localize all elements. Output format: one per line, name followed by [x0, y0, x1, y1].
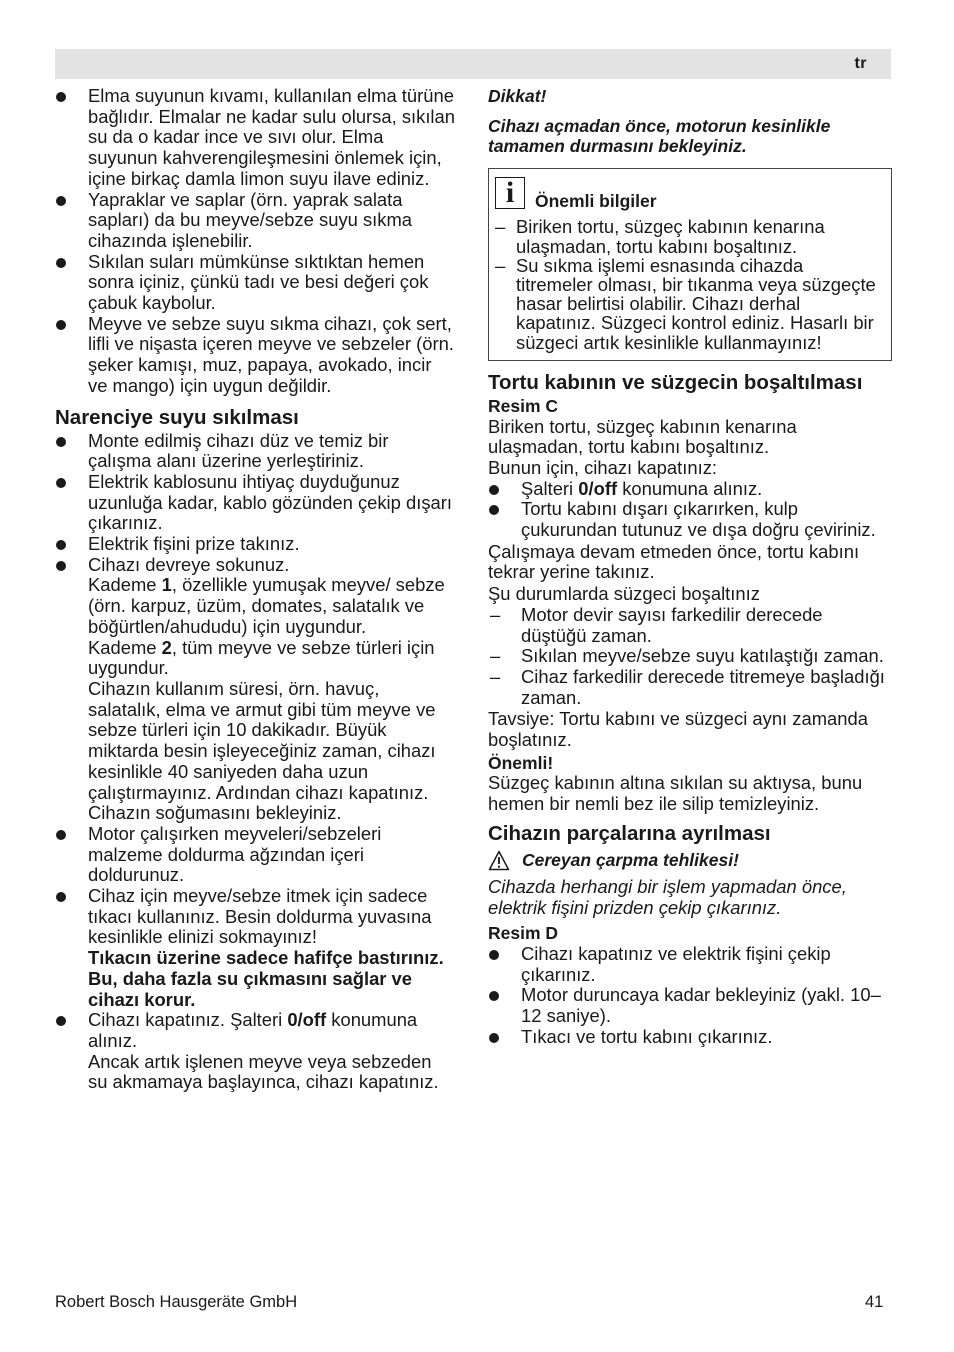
list-item: Elektrik kablosunu ihtiyaç duyduğunuz uzunluğa kadar, kablo gözünden çekip dışarı çıkarınız. [55, 472, 455, 534]
list-item: Meyve ve sebze suyu sıkma cihazı, çok sert, lifli ve nişasta içeren meyve ve sebzeler (örn. şeker kamışı, muz, papaya, avokado, incir ve mango) için uygun değildir. [55, 314, 455, 397]
filter-empty-conditions-list [488, 605, 892, 709]
emptying-steps-list [488, 479, 892, 541]
switch-off-text: Cihazı kapatınız. Şalteri 0/off konumuna alınız. [88, 1009, 418, 1051]
paragraph: Bunun için, cihazı kapatınız: [488, 456, 717, 478]
list-item: – Cihaz farkedilir derecede titremeye başladığı zaman. [488, 667, 892, 708]
info-box-header [495, 175, 883, 212]
warning-label: Cereyan çarpma tehlikesi! [522, 850, 739, 871]
figure-ref-c: Resim C [488, 395, 559, 416]
list-item: Monte edilmiş cihazı düz ve temiz bir çalışma alanı üzerine yerleştiriniz. [55, 431, 455, 472]
info-icon: i [495, 177, 525, 209]
paragraph: Şu durumlarda süzgeci boşaltınız [488, 583, 760, 605]
warning-triangle-icon [488, 850, 510, 871]
list-item: Sıkılan suları mümkünse sıktıktan hemen sonra içiniz, çünkü tadı ve besi değeri çok çabuk kaybolur. [55, 252, 455, 314]
speed-1-text: Kademe 1, özellikle yumuşak meyve/ sebze (örn. karpuz, üzüm, domates, salatalık ve böğürtlen/ahududu) için uygundur. [88, 574, 445, 637]
list-item [55, 886, 455, 1010]
list-item: Yapraklar ve saplar (örn. yaprak salata sapları) da bu meyve/sebze suyu sıkma cihazında işlenebilir. [55, 190, 455, 252]
right-column [488, 86, 892, 1048]
footer-company: Robert Bosch Hausgeräte GmbH [55, 1293, 298, 1311]
electric-shock-warning [488, 850, 892, 871]
speed-2-text: Kademe 2, tüm meyve ve sebze türleri için uygundur. [88, 636, 435, 679]
caution-label: Dikkat! [488, 86, 547, 106]
list-item: – Sıkılan meyve/sebze suyu katılaştığı zaman. [488, 646, 892, 667]
paragraph: Çalışmaya devam etmeden önce, tortu kabını tekrar yerine takınız. [488, 540, 860, 583]
tip-text: Tavsiye: Tortu kabını ve süzgeci aynı zamanda boşlatınız. [488, 708, 868, 751]
list-item: Elma suyunun kıvamı, kullanılan elma türüne bağlıdır. Elmalar ne kadar sulu olursa, sıkılan su da o kadar ince ve sıvı olur. Elma suyunun kahverengileşmesini önlemek için, içine birkaç damla limon suyu ilave ediniz. [55, 86, 455, 190]
list-item: Tıkacı ve tortu kabını çıkarınız. [488, 1027, 892, 1048]
pusher-bold-text: Tıkacın üzerine sadece hafifçe bastırınız. Bu, daha fazla su çıkmasını sağlar ve cihazı korur. [88, 947, 444, 1010]
paragraph: Biriken tortu, süzgeç kabının kenarına ulaşmadan, tortu kabını boşaltınız. [488, 415, 797, 458]
important-text: Süzgeç kabının altına sıkılan su aktıysa, bunu hemen bir nemli bez ile silip temizleyiniz. [488, 772, 863, 815]
info-list [495, 217, 883, 351]
section-heading-disassembly: Cihazın parçalarına ayrılması [488, 821, 771, 845]
list-item: Tortu kabını dışarı çıkarırken, kulp çukurundan tutunuz ve dışa doğru çeviriniz. [488, 499, 892, 540]
list-item [55, 1010, 455, 1093]
list-item: – Motor devir sayısı farkedilir derecede düştüğü zaman. [488, 605, 892, 646]
language-code: tr [854, 55, 867, 72]
list-item: Şalteri 0/off konumuna alınız. [488, 479, 892, 500]
info-box-title: Önemli bilgiler [535, 190, 657, 211]
list-item: – Su sıkma işlemi esnasında cihazda titremeler olması, bir tıkanma veya süzgeçte hasar belirtisi olabilir. Cihazı derhal kapatınız. Süzgeci kontrol ediniz. Hasarlı bir süzgeci artık kesinlikle kullanmayınız! [495, 256, 883, 352]
list-item: Cihazı kapatınız ve elektrik fişini çekip çıkarınız. [488, 944, 892, 985]
list-item: – Biriken tortu, süzgeç kabının kenarına ulaşmadan, tortu kabını boşaltınız. [495, 217, 883, 255]
pusher-text: Cihaz için meyve/sebze itmek için sadece tıkacı kullanınız. Besin doldurma yuvasına kesinlikle elinizi sokmayınız! [88, 885, 432, 948]
list-item: Motor duruncaya kadar bekleyiniz (yakl. 10–12 saniye). [488, 985, 892, 1026]
usage-time-text: Cihazın kullanım süresi, örn. havuç, salatalık, elma ve armut gibi tüm meyve ve sebze türleri için 10 dakikadır. Büyük miktarda besin işleyeceğiniz zaman, cihazı kesinlikle 40 saniyeden daha uzun çalıştırmayınız. Ardından cihazı kapatınız. Cihazın soğumasını bekleyiniz. [88, 677, 436, 824]
header-bar [55, 49, 891, 79]
apple-tips-list [55, 86, 455, 397]
citrus-steps-list [55, 431, 455, 1094]
list-item: Elektrik fişini prize takınız. [55, 534, 455, 555]
important-info-box [488, 168, 892, 361]
switch-off-extra-text: Ancak artık işlenen meyve veya sebzeden su akmamaya başlayınca, cihazı kapatınız. [88, 1050, 439, 1093]
caution-text: Cihazı açmadan önce, motorun kesinlikle tamamen durmasını bekleyiniz. [488, 115, 831, 156]
section-heading-citrus: Narenciye suyu sıkılması [55, 405, 299, 429]
section-heading-emptying: Tortu kabının ve süzgecin boşaltılması [488, 370, 863, 394]
list-item [55, 555, 455, 824]
left-column [55, 86, 455, 1093]
step-text: Cihazı devreye sokunuz. [88, 553, 290, 575]
list-item: Motor çalışırken meyveleri/sebzeleri malzeme doldurma ağzından içeri doldurunuz. [55, 824, 455, 886]
important-label: Önemli! [488, 752, 554, 773]
disassembly-steps-list [488, 944, 892, 1048]
page-number: 41 [865, 1293, 884, 1311]
warning-text: Cihazda herhangi bir işlem yapmadan önce, elektrik fişini prizden çekip çıkarınız. [488, 875, 847, 918]
figure-ref-d: Resim D [488, 923, 559, 944]
